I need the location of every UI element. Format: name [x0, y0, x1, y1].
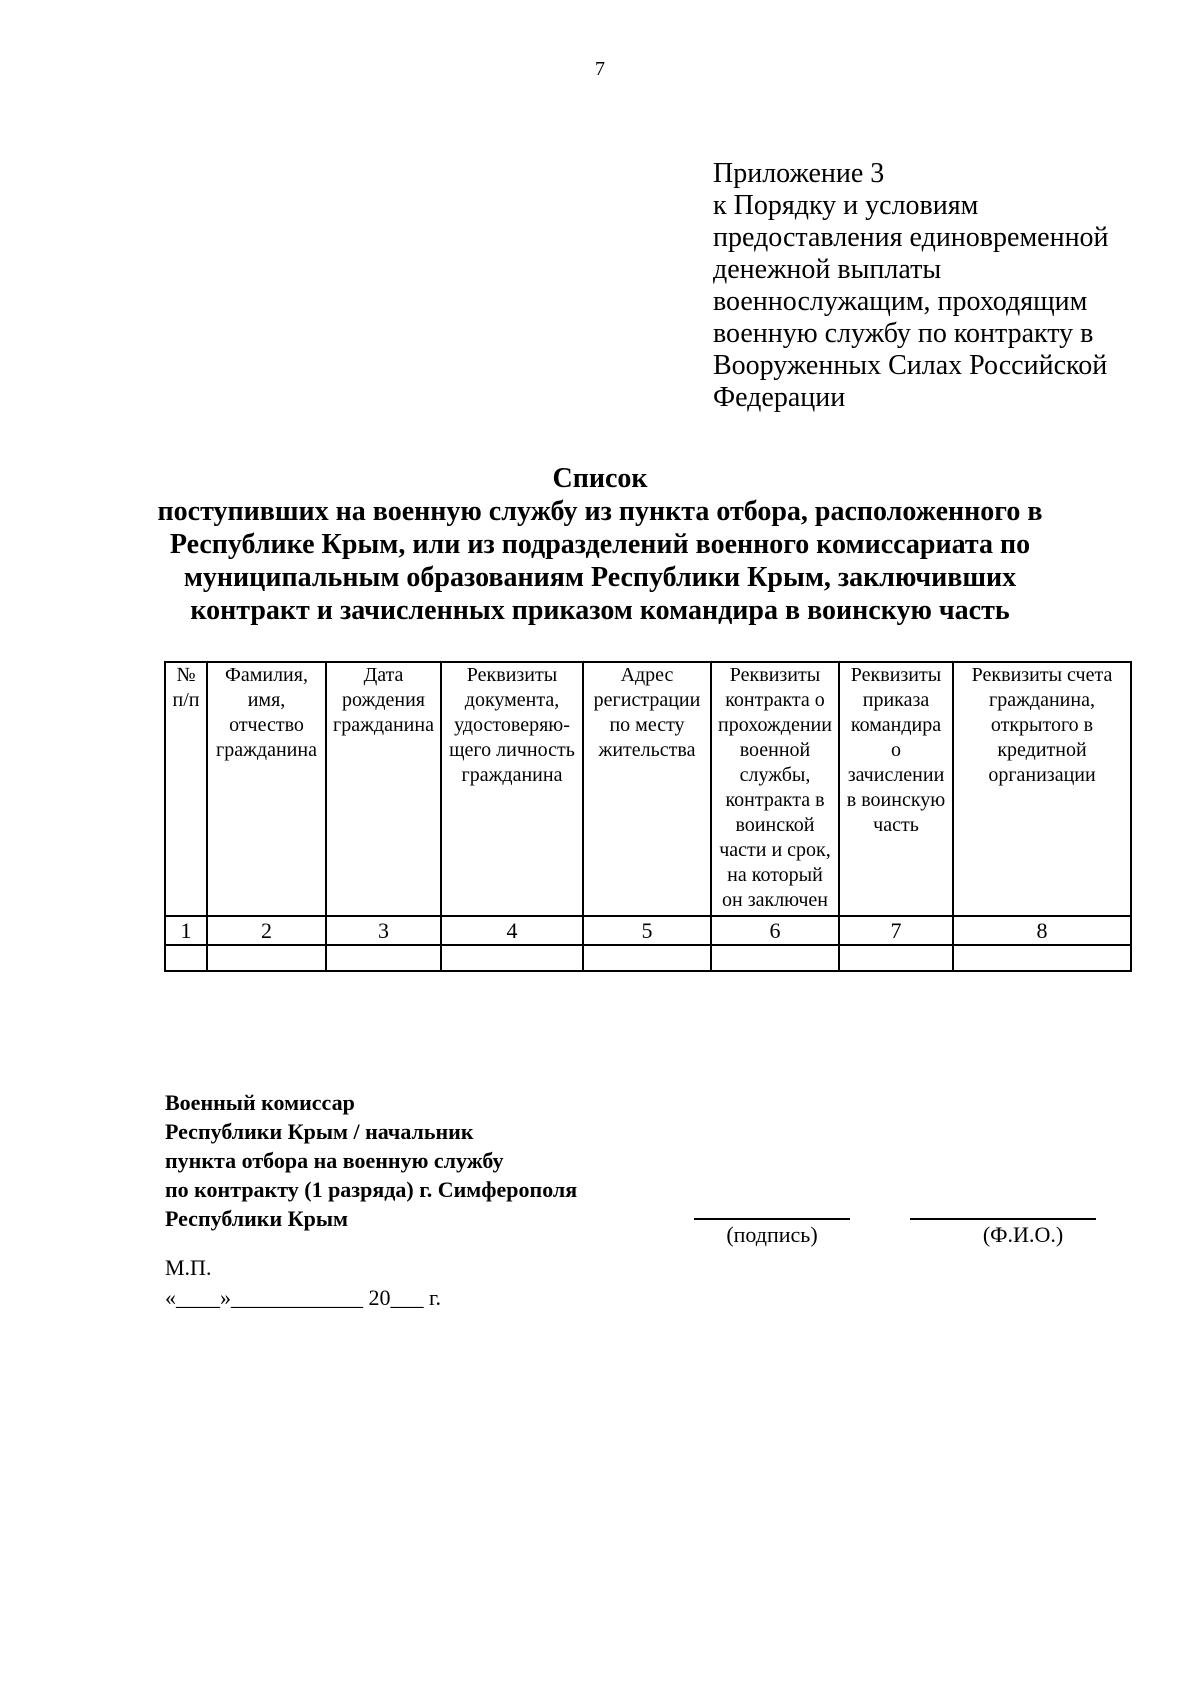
appendix-line: Приложение 3 [713, 158, 885, 189]
table-column-numbers-row [165, 916, 1131, 945]
header-cell-identity-document: Реквизиты документа, удостоверяю- щего личность гражданина [441, 662, 583, 916]
signature-underline [694, 1218, 850, 1220]
table-cell [953, 945, 1131, 971]
appendix-line: военную службу по контракту в [713, 318, 1094, 349]
appendix-line: военнослужащим, проходящим [713, 286, 1088, 317]
column-number: 3 [326, 916, 441, 945]
title-line: Республике Крым, или из подразделений военного комиссариата по [169, 529, 1031, 560]
table-cell [165, 945, 207, 971]
appendix-line: предоставления единовременной [713, 222, 1109, 253]
column-number: 4 [441, 916, 583, 945]
page-number: 7 [595, 58, 605, 80]
table-cell [583, 945, 711, 971]
header-cell-order: Реквизиты приказа командира о зачислении в воинскую часть [839, 662, 953, 916]
name-underline [910, 1218, 1096, 1220]
signatory-line: Республики Крым / начальник [165, 1119, 474, 1144]
appendix-line: к Порядку и условиям [713, 190, 979, 221]
name-label: (Ф.И.О.) [982, 1222, 1064, 1247]
title-line: поступивших на военную службу из пункта отбора, расположенного в [157, 496, 1043, 527]
appendix-line: Федерации [713, 382, 846, 413]
table-row [165, 945, 1131, 971]
column-number: 5 [583, 916, 711, 945]
table-cell [441, 945, 583, 971]
appendix-line: денежной выплаты [713, 254, 942, 285]
signatory-line: по контракту (1 разряда) г. Симферополя [165, 1177, 578, 1202]
table-cell [207, 945, 326, 971]
signatory-line: Военный комиссар [165, 1090, 355, 1115]
column-number: 6 [711, 916, 839, 945]
header-cell-contract: Реквизиты контракта о прохождении военной службы, контракта в воинской части и срок, на который он заключен [711, 662, 839, 916]
header-cell-bank-account: Реквизиты счета гражданина, открытого в кредитной организации [953, 662, 1131, 916]
signatory-block [165, 1088, 577, 1233]
document-title [0, 462, 1200, 627]
date-line: «____»____________ 20___ г. [165, 1285, 442, 1310]
column-number: 2 [207, 916, 326, 945]
signatory-line: Республики Крым [165, 1206, 349, 1231]
header-cell-number: № п/п [165, 662, 207, 916]
title-line: контракт и зачисленных приказом командира в воинскую часть [190, 595, 1010, 626]
signatory-line: пункта отбора на военную службу [165, 1148, 504, 1173]
column-number: 8 [953, 916, 1131, 945]
header-cell-full-name: Фамилия, имя, отчество гражданина [207, 662, 326, 916]
table-cell [711, 945, 839, 971]
appendix-line: Вооруженных Силах Российской [713, 350, 1108, 381]
table-cell [326, 945, 441, 971]
column-number: 7 [839, 916, 953, 945]
table-header-row [165, 662, 1131, 916]
signature-label: (подпись) [726, 1222, 818, 1247]
stamp-place-label: М.П. [165, 1255, 212, 1280]
header-cell-birth-date: Дата рождения гражданина [326, 662, 441, 916]
list-table [164, 661, 1132, 972]
title-heading: Список [552, 463, 648, 494]
column-number: 1 [165, 916, 207, 945]
title-line: муниципальным образованиям Республики Крым, заключивших [183, 562, 1017, 593]
appendix-reference [713, 158, 1163, 414]
table-cell [839, 945, 953, 971]
header-cell-address: Адрес регистрации по месту жительства [583, 662, 711, 916]
